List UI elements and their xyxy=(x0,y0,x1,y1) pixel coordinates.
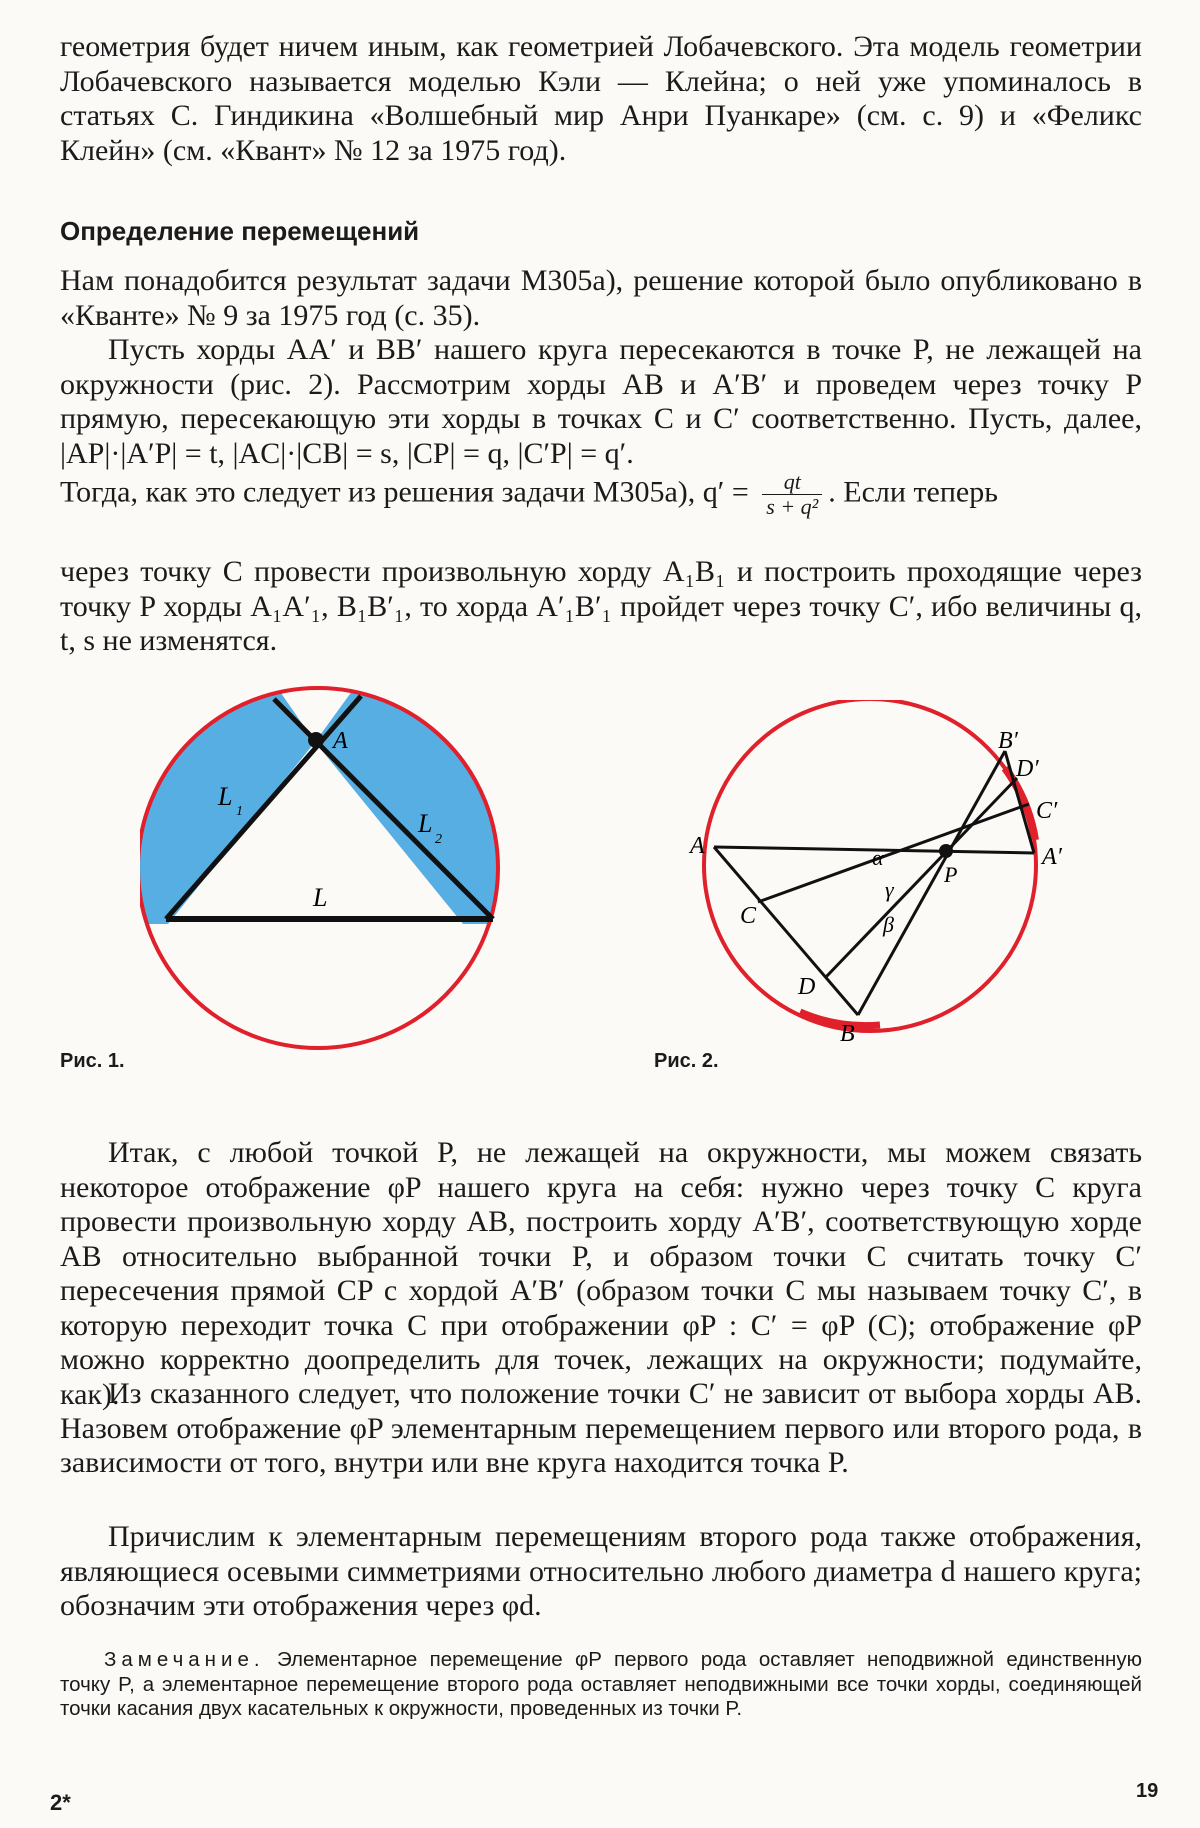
signature-mark: 2* xyxy=(50,1790,71,1815)
fig2-label-C-prime: C′ xyxy=(1036,798,1058,824)
fig2-label-P: P xyxy=(944,862,958,887)
paragraph-mapping xyxy=(60,1136,1142,1412)
fig2-label-A: A xyxy=(690,833,705,859)
formula-denominator: s + q² xyxy=(766,494,819,519)
fig2-point-P xyxy=(939,844,953,858)
paragraph-second-kind xyxy=(60,1520,1142,1624)
remark xyxy=(60,1648,1142,1722)
fig1-caption: Рис. 1. xyxy=(60,1050,125,1072)
fig2-label-beta: β xyxy=(883,912,894,937)
fig2-label-D-prime: D′ xyxy=(1016,756,1039,782)
formula-line xyxy=(60,470,1142,519)
fig2-label-C: C xyxy=(740,903,757,929)
figure-1 xyxy=(140,676,500,1056)
fig2-label-alpha: α xyxy=(872,845,884,870)
paragraph-intro: геометрия будет ничем иным, как геометрией Лобачевского. Эта модель геометрии Лобачевского называется моделью Кэли — Клейна; о ней уже упоминалось в статьях С. Гиндикина «Волшебный мир Анри Пуанкаре» (см. с. 9) и «Феликс Клейн» (см. «Квант» № 12 за 1975 год). xyxy=(60,30,1142,167)
paragraph-independence-text: Из сказанного следует, что положение точки C′ не зависит от выбора хорды AB. Назовем отображение φP элементарным перемещением первого или второго рода, в зависимости от того, внутри или вне круга находится точка P. xyxy=(60,1377,1142,1479)
fig1-label-L: L xyxy=(313,883,328,912)
fig1-label-L2-sub: 2 xyxy=(435,832,442,847)
formula-fraction xyxy=(762,470,822,519)
formula-pre: Тогда, как это следует из решения задачи М305а), q′ = xyxy=(60,475,749,509)
fig2-label-D: D xyxy=(798,974,816,1000)
paragraph-chords-cont: через точку C провести произвольную хорду A₁B₁ и построить проходящие через точку P хорды A₁A′₁, B₁B′₁, то хорда A′₁B′₁ пройдет через точку C′, ибо величины q, t, s не изменятся. xyxy=(60,555,1142,657)
fig2-circle xyxy=(704,700,1036,1031)
formula-post: . Если теперь xyxy=(828,475,998,509)
fig2-label-A-prime: A′ xyxy=(1042,844,1062,870)
paragraph-task-ref: Нам понадобится результат задачи М305а), решение которой было опубликовано в «Кванте» № 9 за 1975 год (с. 35). xyxy=(60,264,1142,332)
fig2-label-B-prime: B′ xyxy=(998,728,1018,754)
fig1-label-A: A xyxy=(333,728,348,754)
fig1-point-A xyxy=(308,732,324,748)
paragraph-mapping-text: Итак, с любой точкой P, не лежащей на окружности, мы можем связать некоторое отображение φP нашего круга на себя: нужно через точку C круга провести произвольную хорду AB, построить хорду A′B′, соответствующую хорде AB относительно выбранной точки P, и образом точки C считать точку C′ пересечения прямой CP с хордой A′B′ (образом точки C мы называем точку C′, в которую переходит точка C при отображении φP : C′ = φP (C); отображение φP можно корректно доопределить для точек, лежащих на окружности; подумайте, как). xyxy=(60,1136,1142,1411)
fig2-line-DD-prime xyxy=(825,778,1017,978)
fig2-caption: Рис. 2. xyxy=(654,1050,719,1072)
page-number: 19 xyxy=(1136,1780,1159,1802)
fig2-lines xyxy=(714,751,1034,1015)
paragraph-second-kind-text: Причислим к элементарным перемещениям второго рода также отображения, являющиеся осевыми симметриями относительно любого диаметра d нашего круга; обозначим эти отображения через φd. xyxy=(60,1520,1142,1622)
section-heading: Определение перемещений xyxy=(60,216,420,246)
paragraph-chords-text: Пусть хорды AA′ и BB′ нашего круга пересекаются в точке P, не лежащей на окружности (рис. 2). Рассмотрим хорды AB и A′B′ и проведем через точку P прямую, пересекающую эти хорды в точках C и C′ соответственно. Пусть, далее, |AP|·|A′P| = t, |AC|·|CB| = s, |CP| = q, |C′P| = q′. xyxy=(60,333,1142,470)
remark-text: Элементарное перемещение φP первого рода оставляет неподвижной единственную точку P, а элементарное перемещение второго рода оставляет неподвижными все точки хорды, соединяющей точки касания двух касательных к окружности, проведенных из точки P. xyxy=(60,1648,1142,1720)
remark-label: Замечание. xyxy=(104,1648,265,1671)
paragraph-chords xyxy=(60,333,1142,471)
paragraph-independence xyxy=(60,1377,1142,1481)
formula-numerator: qt xyxy=(762,470,822,495)
fig2-label-gamma: γ xyxy=(885,877,894,902)
fig1-label-L1: L xyxy=(218,782,233,811)
fig2-label-B: B xyxy=(840,1021,855,1047)
fig2-chord-BB-prime xyxy=(858,751,1005,1015)
fig1-label-L2: L xyxy=(418,809,433,838)
figure-2 xyxy=(680,700,1070,1050)
fig1-label-L1-sub: 1 xyxy=(236,804,243,819)
